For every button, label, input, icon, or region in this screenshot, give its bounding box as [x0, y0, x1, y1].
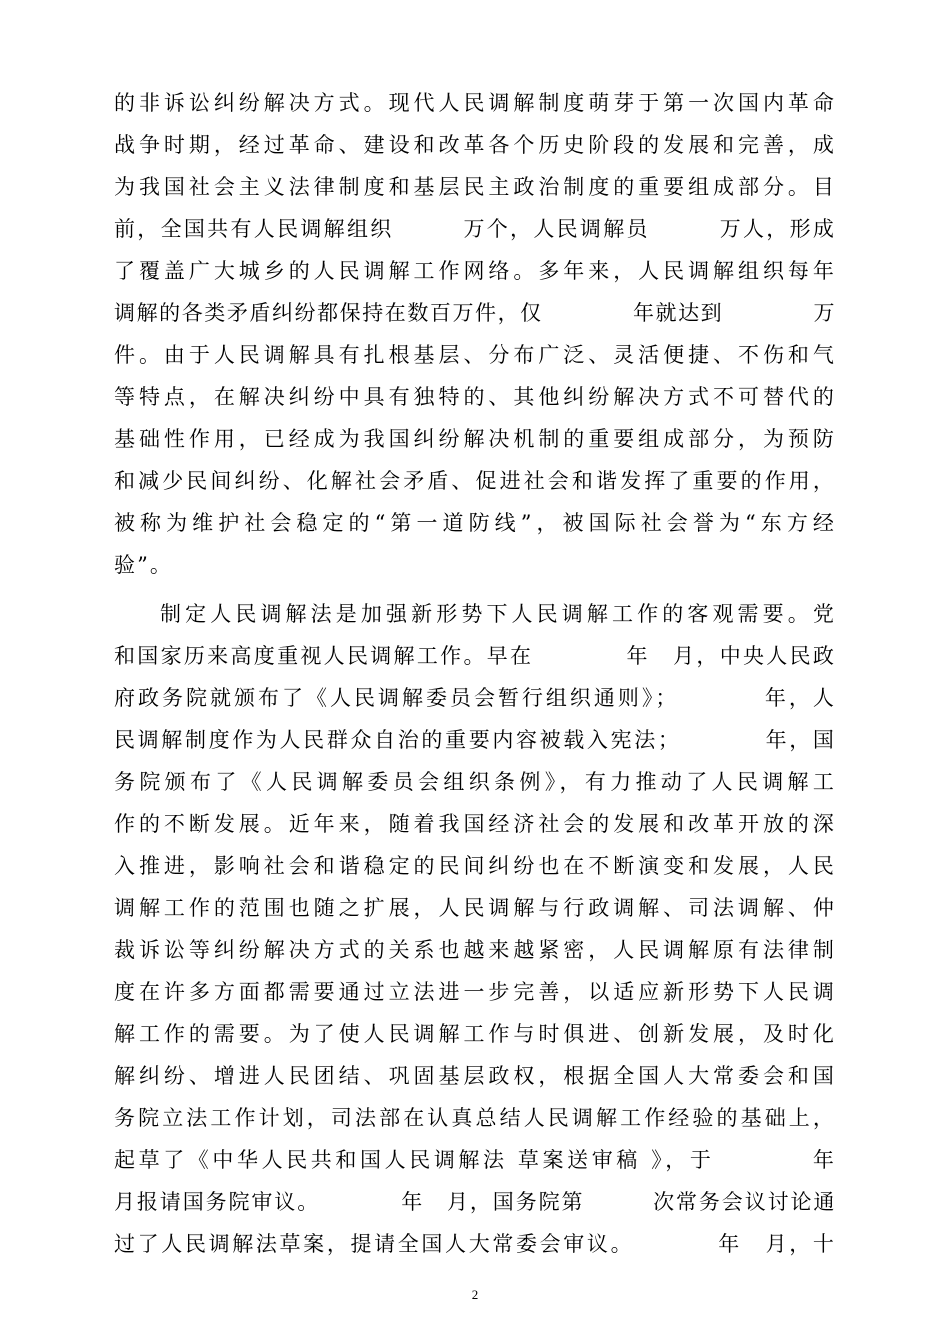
- text-line: 战争时期，经过革命、建设和改革各个历史阶段的发展和完善，成: [114, 133, 836, 157]
- text-line: 调解工作的范围也随之扩展，人民调解与行政调解、司法调解、仲: [114, 896, 836, 920]
- text-line: 解纠纷、增进人民团结、巩固基层政权，根据全国人大常委会和国: [114, 1064, 836, 1088]
- text-line: 的非诉讼纠纷解决方式。现代人民调解制度萌芽于第一次国内革命: [114, 91, 836, 115]
- text-line: 了覆盖广大城乡的人民调解工作网络。多年来，人民调解组织每年: [114, 259, 836, 283]
- text-line: 入推进，影响社会和谐稳定的民间纠纷也在不断演变和发展，人民: [114, 854, 836, 878]
- text-line: 民调解制度作为人民群众自治的重要内容被载入宪法； 年，国: [114, 728, 836, 752]
- text-line: 件。由于人民调解具有扎根基层、分布广泛、灵活便捷、不伤和气: [114, 343, 836, 367]
- text-line: 府政务院就颁布了《人民调解委员会暂行组织通则》； 年，人: [114, 686, 836, 710]
- text-line: 和国家历来高度重视人民调解工作。早在 年 月，中央人民政: [114, 644, 836, 668]
- text-line: 起草了《中华人民共和国人民调解法 草案送审稿 》，于 年: [114, 1148, 836, 1172]
- text-line: 月报请国务院审议。 年 月，国务院第 次常务会议讨论通: [114, 1190, 837, 1214]
- text-line: 被称为维护社会稳定的“第一道防线”，被国际社会誉为“东方经: [114, 511, 836, 535]
- text-line: 度在许多方面都需要通过立法进一步完善，以适应新形势下人民调: [114, 980, 836, 1004]
- text-line: 等特点，在解决纠纷中具有独特的、其他纠纷解决方式不可替代的: [114, 385, 836, 409]
- text-line: 调解的各类矛盾纠纷都保持在数百万件，仅 年就达到 万: [114, 301, 836, 325]
- text-line: 裁诉讼等纠纷解决方式的关系也越来越紧密，人民调解原有法律制: [114, 938, 836, 962]
- text-line: 解工作的需要。为了使人民调解工作与时俱进、创新发展，及时化: [114, 1022, 836, 1046]
- text-line: 制定人民调解法是加强新形势下人民调解工作的客观需要。党: [160, 602, 836, 626]
- text-line: 前，全国共有人民调解组织 万个，人民调解员 万人，形成: [114, 217, 836, 241]
- text-line: 基础性作用，已经成为我国纠纷解决机制的重要组成部分，为预防: [114, 427, 836, 451]
- text-line: 务院颁布了《人民调解委员会组织条例》，有力推动了人民调解工: [114, 770, 836, 794]
- text-line: 务院立法工作计划，司法部在认真总结人民调解工作经验的基础上，: [114, 1106, 836, 1130]
- text-line: 验”。: [114, 553, 174, 577]
- text-line: 过了人民调解法草案，提请全国人大常委会审议。 年 月，十: [114, 1232, 836, 1256]
- text-line: 为我国社会主义法律制度和基层民主政治制度的重要组成部分。目: [114, 175, 836, 199]
- text-line: 作的不断发展。近年来，随着我国经济社会的发展和改革开放的深: [114, 812, 836, 836]
- page-number: 2: [471, 1287, 479, 1302]
- text-line: 和减少民间纠纷、化解社会矛盾、促进社会和谐发挥了重要的作用，: [114, 469, 836, 493]
